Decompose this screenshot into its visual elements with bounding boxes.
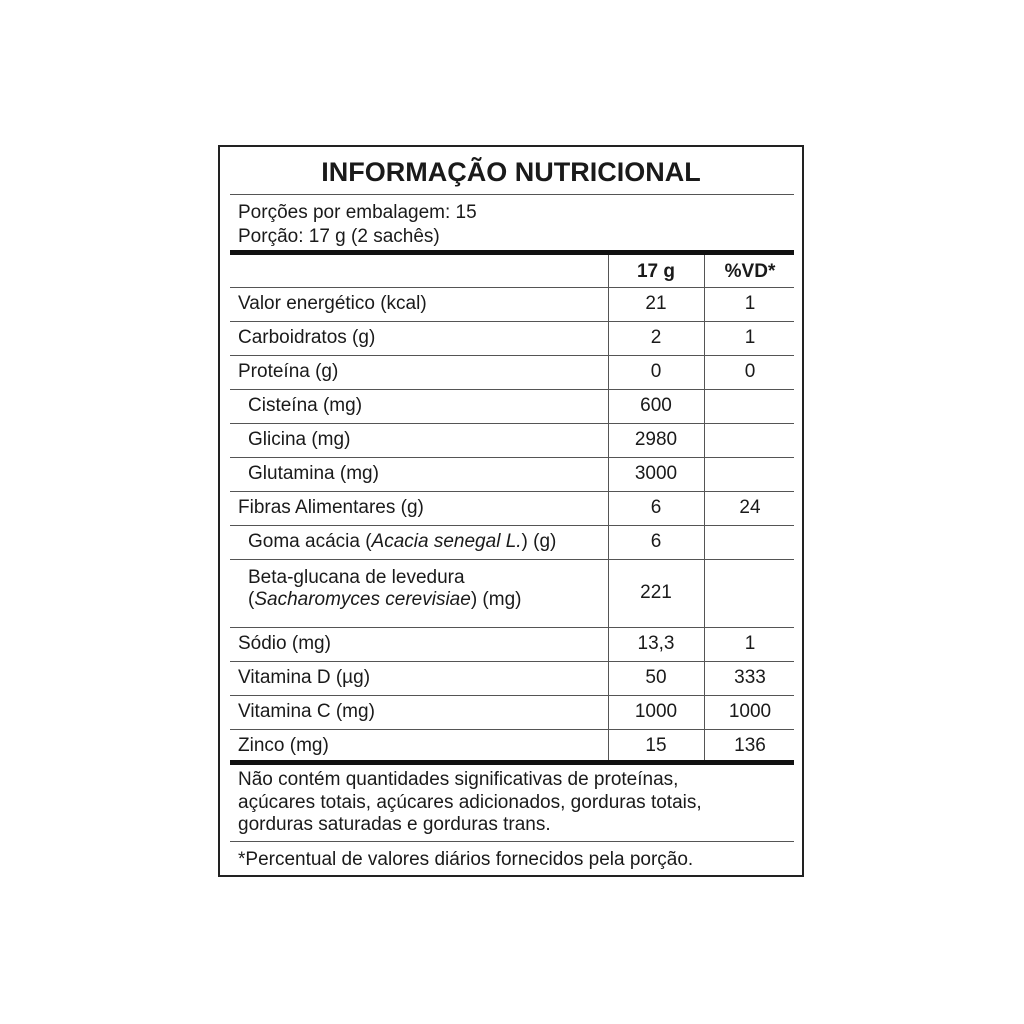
row-divider [230,525,794,526]
dv-cell: 24 [739,497,761,518]
amount-cell: 2980 [634,429,678,450]
nutrient-name: Proteína (g) [238,361,339,382]
row-divider [230,491,794,492]
amount-cell: 221 [640,582,672,603]
thick-divider [230,250,794,255]
row-divider [230,423,794,424]
column-divider [608,255,609,760]
amount-cell: 0 [650,361,662,382]
amount-cell: 2 [650,327,662,348]
nutrient-name: Carboidratos (g) [238,327,376,348]
divider [230,841,794,842]
name-part: Goma acácia ( [248,531,372,552]
row-divider [230,389,794,390]
row-divider [230,321,794,322]
nutrient-name: Fibras Alimentares (g) [238,497,424,518]
nutrient-name: Vitamina C (mg) [238,701,375,722]
nutrient-name-line: Beta-glucana de levedura [248,567,465,588]
row-divider [230,355,794,356]
divider [230,194,794,195]
nutrient-name [238,567,521,611]
amount-cell: 600 [640,395,672,416]
dv-footnote: *Percentual de valores diários fornecidos pela porção. [238,849,694,870]
amount-cell: 50 [645,667,667,688]
amount-cell: 15 [645,735,667,756]
amount-cell: 1000 [634,701,678,722]
nutrient-name: Cisteína (mg) [248,395,363,416]
scientific-name: Sacharomyces cerevisiae [254,589,471,610]
row-divider [230,559,794,560]
dv-cell: 1 [744,327,756,348]
scientific-name: Acacia senegal L. [371,531,522,552]
nutrient-name: Vitamina D (µg) [238,667,371,688]
amount-cell: 6 [650,497,662,518]
dv-cell: 1000 [728,701,772,722]
nutrient-name: Valor energético (kcal) [238,293,427,314]
dv-cell: 0 [744,361,756,382]
thick-divider [230,760,794,765]
name-part: ) (g) [521,531,557,552]
footnote-line: gorduras saturadas e gorduras trans. [238,814,551,835]
column-header-dv: %VD* [724,261,776,282]
column-divider [704,255,705,760]
footnote-line: açúcares totais, açúcares adicionados, gorduras totais, [238,792,702,813]
name-part: ) (mg) [470,589,522,610]
row-divider [230,729,794,730]
panel-title: INFORMAÇÃO NUTRICIONAL [321,157,701,187]
nutrient-name: Zinco (mg) [238,735,329,756]
amount-cell: 21 [645,293,667,314]
nutrient-name: Glicina (mg) [248,429,351,450]
nutrient-name [238,531,556,553]
row-divider [230,695,794,696]
amount-cell: 13,3 [637,633,675,654]
amount-cell: 6 [650,531,662,552]
row-divider [230,627,794,628]
row-divider [230,661,794,662]
servings-per-package: Porções por embalagem: 15 [238,202,477,223]
column-header-amount: 17 g [636,261,676,282]
nutrient-name: Glutamina (mg) [248,463,379,484]
nutrient-name-line [248,589,521,611]
dv-cell: 1 [744,293,756,314]
dv-cell: 333 [734,667,766,688]
serving-size: Porção: 17 g (2 sachês) [238,226,440,247]
nutrition-facts-panel [218,145,804,877]
row-divider [230,287,794,288]
footnote-line: Não contém quantidades significativas de proteínas, [238,769,679,790]
name-part: ( [248,589,255,610]
dv-cell: 1 [744,633,756,654]
amount-cell: 3000 [634,463,678,484]
dv-cell: 136 [734,735,766,756]
nutrient-name: Sódio (mg) [238,633,331,654]
row-divider [230,457,794,458]
